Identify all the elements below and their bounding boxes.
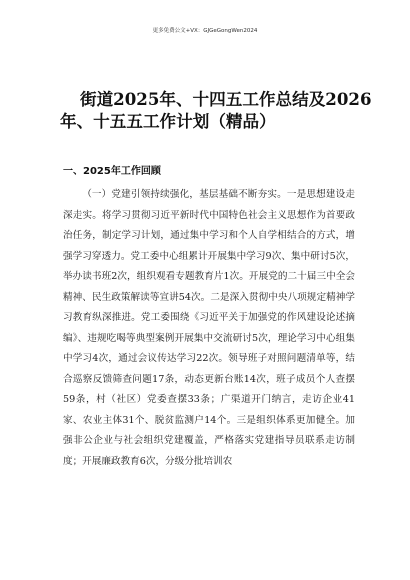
title-line-1: 街道2025年、十四五工作总结及2026 [80, 89, 372, 109]
section-heading: 一、2025年工作回顾 [63, 166, 161, 177]
body-paragraph: （一）党建引领持续强化，基层基础不断夯实。一是思想建设走深走实。将学习贯彻习近平新时代中国特色社会主义思想作为首要政治任务，制定学习计划，通过集中学习和个人自学相结合的方式，增强学习穿透力。党工委中心组累计开展集中学习9次、集中研讨5次，举办读书班2次，组织观看专题教育片1次。开展党的二十届三中全会精神、民生政策解读等宣讲54次。二是深入贯彻中央八项规定精神学习教育纵深推进。党工委围绕《习近平关于加强党的作风建设论述摘编》、违规吃喝等典型案例开展集中交流研讨5次，理论学习中心组集中学习4次，通过会议传达学习22次。领导班子对照问题清单等，结合巡察反馈筛查问题17条，动态更新台账14次，班子成员个人查摆59条，村（社区）党委查摆33条；广渠道开门纳言，走访企业41家、农业主体31个、脱贫监测户14个。三是组织体系更加健全。加强非公企业与社会组织党建覆盖，严格落实党建指导员联系走访制度；开展廉政教育6次，分级分批培训农 [63, 189, 355, 467]
document-title [60, 88, 372, 132]
title-line-2: 年、十五五工作计划（精品） [60, 111, 276, 131]
header-note: 更多免费公文+VX：GJGeGongWen2024 [152, 28, 258, 34]
body-text [63, 185, 355, 472]
